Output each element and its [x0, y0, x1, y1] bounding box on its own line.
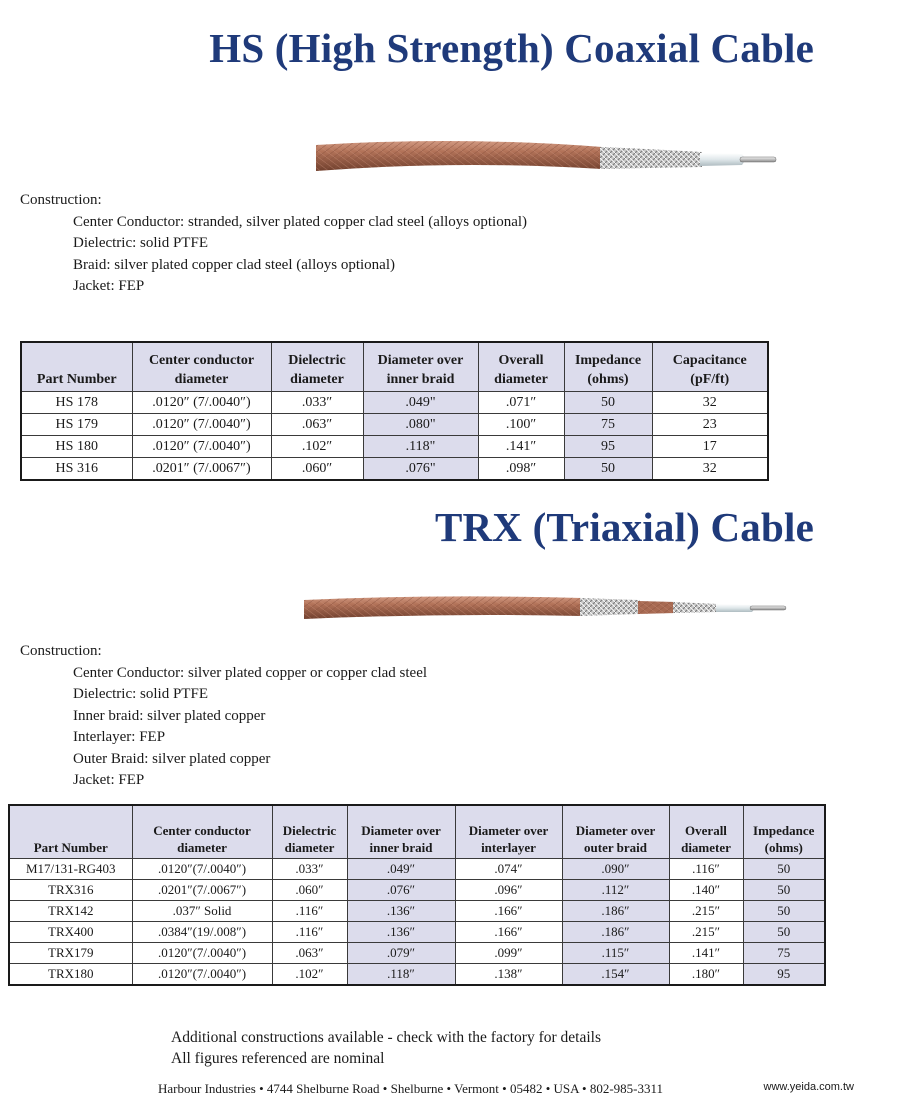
hs-table-row	[21, 436, 768, 458]
trx-header-row	[9, 805, 825, 859]
hs-cable-illustration	[310, 133, 780, 183]
hs-table-cell: HS 179	[21, 414, 132, 436]
trx-table-cell: 50	[743, 880, 825, 901]
hs-column-header-line: Center conductor	[148, 353, 255, 368]
trx-table-cell: .0201″(7/.0067″)	[132, 880, 272, 901]
trx-table-cell: TRX142	[9, 901, 132, 922]
trx-table-cell: .0120″(7/.0040″)	[132, 964, 272, 986]
trx-table-cell: .116″	[272, 901, 347, 922]
hs-column-header-line: Capacitance	[672, 353, 747, 368]
trx-column-header	[272, 805, 347, 859]
hs-table-cell: .033″	[271, 392, 363, 414]
notes-block	[171, 1027, 601, 1069]
hs-table-cell: .100″	[478, 414, 564, 436]
trx-table-cell: .136″	[347, 901, 455, 922]
trx-table-cell: .154″	[562, 964, 669, 986]
trx-column-header	[9, 805, 132, 859]
trx-column-header-line: Center conductor	[153, 823, 251, 838]
hs-table-cell: 32	[652, 458, 768, 481]
trx-table-cell: 75	[743, 943, 825, 964]
trx-table-cell: M17/131-RG403	[9, 859, 132, 880]
note-additional-constructions: Additional constructions available - check with the factory for details	[171, 1029, 601, 1046]
trx-construction-item: Interlayer: FEP	[73, 729, 166, 745]
trx-table-cell: TRX400	[9, 922, 132, 943]
trx-column-header	[347, 805, 455, 859]
note-nominal-figures: All figures referenced are nominal	[171, 1050, 385, 1067]
trx-table-row	[9, 859, 825, 880]
trx-table-cell: .102″	[272, 964, 347, 986]
hs-table-row	[21, 458, 768, 481]
trx-column-header	[669, 805, 743, 859]
trx-table-cell: .166″	[455, 901, 562, 922]
trx-table-cell: .0384″(19/.008″)	[132, 922, 272, 943]
trx-column-header-line: Dielectric	[282, 823, 337, 838]
trx-table-cell: .074″	[455, 859, 562, 880]
trx-column-header-line: Diameter over	[468, 823, 549, 838]
trx-table-cell: .033″	[272, 859, 347, 880]
trx-spec-table	[8, 804, 826, 986]
trx-table-cell: .186″	[562, 922, 669, 943]
hs-table-cell: HS 316	[21, 458, 132, 481]
trx-table-cell: .076″	[347, 880, 455, 901]
trx-column-header-line: diameter	[681, 840, 731, 855]
trx-table-cell: .118″	[347, 964, 455, 986]
hs-construction-block	[20, 190, 527, 298]
hs-table-row	[21, 392, 768, 414]
trx-table-cell: .215″	[669, 901, 743, 922]
trx-table-row	[9, 964, 825, 986]
trx-column-header	[455, 805, 562, 859]
trx-table-cell: .060″	[272, 880, 347, 901]
hs-cable-dielectric	[700, 153, 745, 166]
trx-table-cell: 50	[743, 922, 825, 943]
trx-construction-item: Dielectric: solid PTFE	[73, 686, 208, 702]
trx-table-cell: .112″	[562, 880, 669, 901]
hs-header-row	[21, 342, 768, 392]
hs-table-cell: .076"	[363, 458, 478, 481]
trx-table-cell: .096″	[455, 880, 562, 901]
trx-column-header-line: outer braid	[584, 840, 647, 855]
hs-column-header-line: (pF/ft)	[690, 372, 730, 387]
trx-column-header-line: Diameter over	[361, 823, 441, 838]
trx-table-cell: 50	[743, 901, 825, 922]
trx-column-header-line: inner braid	[369, 840, 433, 855]
trx-table-cell: .166″	[455, 922, 562, 943]
trx-table-cell: 50	[743, 859, 825, 880]
hs-table-cell: .049"	[363, 392, 478, 414]
hs-table-cell: .102″	[271, 436, 363, 458]
trx-column-header-line: interlayer	[481, 840, 536, 855]
hs-column-header	[564, 342, 652, 392]
hs-spec-table	[20, 341, 769, 481]
trx-column-header-line: diameter	[177, 840, 227, 855]
hs-column-header	[21, 342, 132, 392]
trx-table-cell: .186″	[562, 901, 669, 922]
trx-table-cell: .215″	[669, 922, 743, 943]
trx-table-cell: .090″	[562, 859, 669, 880]
hs-table-cell: .0201″ (7/.0067″)	[132, 458, 271, 481]
trx-table-cell: TRX316	[9, 880, 132, 901]
hs-column-header-line: diameter	[494, 372, 548, 387]
trx-column-header-line: Impedance	[753, 823, 815, 838]
trx-column-header-line: (ohms)	[764, 840, 803, 855]
trx-table-cell: .063″	[272, 943, 347, 964]
trx-cable-title: TRX (Triaxial) Cable	[434, 504, 814, 550]
hs-table-cell: .071″	[478, 392, 564, 414]
trx-cable-dielectric	[716, 604, 754, 612]
trx-table-cell: .037″ Solid	[132, 901, 272, 922]
hs-construction-heading: Construction:	[20, 192, 102, 208]
hs-table-cell: .0120″ (7/.0040″)	[132, 414, 271, 436]
hs-construction-item: Braid: silver plated copper clad steel (alloys optional)	[73, 256, 395, 273]
trx-cable-center-conductor	[750, 606, 786, 610]
trx-column-header-line: Part Number	[33, 840, 108, 855]
hs-column-header-line: diameter	[290, 372, 344, 387]
hs-table-cell: HS 178	[21, 392, 132, 414]
trx-table-cell: TRX179	[9, 943, 132, 964]
trx-cable-inner-braid	[673, 602, 718, 613]
hs-table-cell: 32	[652, 392, 768, 414]
company-address-footer: Harbour Industries • 4744 Shelburne Road • Shelburne • Vermont • 05482 • USA • 802-985-3311	[158, 1081, 664, 1096]
hs-column-header-line: Part Number	[36, 372, 117, 387]
website-url: www.yeida.com.tw	[763, 1081, 854, 1093]
trx-table-cell: .138″	[455, 964, 562, 986]
hs-construction-item: Center Conductor: stranded, silver plated copper clad steel (alloys optional)	[73, 213, 528, 230]
hs-column-header-line: Overall	[498, 353, 544, 368]
trx-construction-item: Jacket: FEP	[73, 772, 145, 788]
hs-table-cell: 50	[564, 392, 652, 414]
hs-table-cell: HS 180	[21, 436, 132, 458]
hs-column-header-line: Dielectric	[288, 353, 346, 368]
trx-table-cell: .079″	[347, 943, 455, 964]
hs-cable-title: HS (High Strength) Coaxial Cable	[209, 25, 814, 71]
hs-table-cell: 17	[652, 436, 768, 458]
trx-column-header-line: Diameter over	[575, 823, 656, 838]
trx-table-row	[9, 901, 825, 922]
trx-table-cell: .0120″(7/.0040″)	[132, 859, 272, 880]
hs-column-header-line: (ohms)	[587, 372, 629, 387]
trx-column-header-line: Overall	[685, 823, 727, 838]
hs-column-header	[132, 342, 271, 392]
trx-construction-item: Outer Braid: silver plated copper	[73, 750, 271, 767]
hs-table-cell: .0120″ (7/.0040″)	[132, 436, 271, 458]
trx-table-cell: .099″	[455, 943, 562, 964]
trx-table-cell: .0120″(7/.0040″)	[132, 943, 272, 964]
hs-column-header	[271, 342, 363, 392]
hs-table-cell: .063″	[271, 414, 363, 436]
hs-construction-item: Jacket: FEP	[73, 278, 145, 294]
trx-table-cell: .180″	[669, 964, 743, 986]
trx-construction-item: Inner braid: silver plated copper	[73, 707, 266, 724]
hs-table-cell: .141″	[478, 436, 564, 458]
trx-table-cell: .116″	[669, 859, 743, 880]
trx-construction-list	[20, 663, 427, 792]
hs-column-header-line: Impedance	[574, 353, 642, 368]
hs-table-cell: .0120″ (7/.0040″)	[132, 392, 271, 414]
hs-table-cell: .098″	[478, 458, 564, 481]
trx-table-row	[9, 922, 825, 943]
hs-cable-center-conductor	[740, 157, 776, 162]
hs-construction-list	[20, 212, 527, 298]
trx-column-header	[562, 805, 669, 859]
trx-construction-item: Center Conductor: silver plated copper or copper clad steel	[73, 664, 428, 681]
trx-cable-outer-braid	[580, 598, 640, 616]
trx-table-cell: TRX180	[9, 964, 132, 986]
hs-column-header-line: Diameter over	[377, 353, 464, 368]
trx-column-header	[743, 805, 825, 859]
hs-table-cell: .118"	[363, 436, 478, 458]
trx-table-cell: .140″	[669, 880, 743, 901]
hs-table-cell: 75	[564, 414, 652, 436]
trx-cable-illustration	[300, 592, 790, 632]
trx-table-cell: 95	[743, 964, 825, 986]
hs-table-cell: 23	[652, 414, 768, 436]
trx-column-header	[132, 805, 272, 859]
trx-construction-heading: Construction:	[20, 643, 102, 659]
trx-table-cell: .141″	[669, 943, 743, 964]
hs-table-cell: .060″	[271, 458, 363, 481]
trx-table-row	[9, 943, 825, 964]
hs-column-header-line: inner braid	[386, 372, 455, 387]
trx-column-header-line: diameter	[284, 840, 335, 855]
hs-table-cell: .080"	[363, 414, 478, 436]
hs-column-header	[652, 342, 768, 392]
hs-cable-braid	[600, 147, 702, 169]
hs-construction-item: Dielectric: solid PTFE	[73, 235, 208, 251]
hs-table-cell: 95	[564, 436, 652, 458]
hs-table-cell: 50	[564, 458, 652, 481]
hs-column-header-line: diameter	[174, 372, 229, 387]
hs-table-row	[21, 414, 768, 436]
trx-table-cell: .116″	[272, 922, 347, 943]
trx-construction-block	[20, 641, 427, 792]
hs-column-header	[363, 342, 478, 392]
trx-table-cell: .049″	[347, 859, 455, 880]
trx-table-cell: .115″	[562, 943, 669, 964]
trx-table-cell: .136″	[347, 922, 455, 943]
trx-table-row	[9, 880, 825, 901]
hs-column-header	[478, 342, 564, 392]
